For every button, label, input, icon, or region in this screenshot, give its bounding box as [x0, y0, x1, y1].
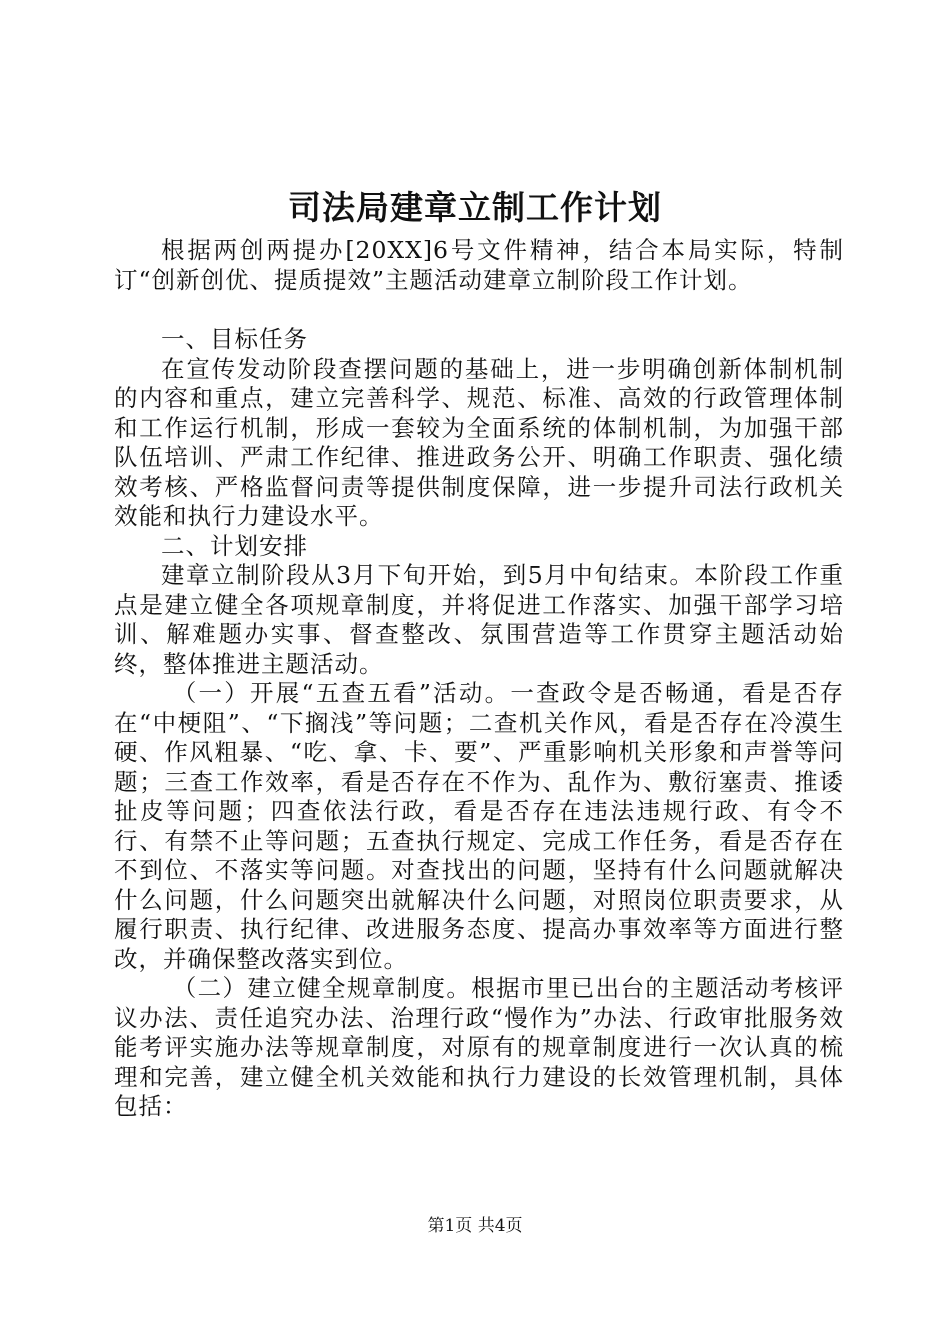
section-heading-plan: 二、计划安排 — [161, 531, 308, 560]
document-body — [114, 236, 844, 1122]
intro-paragraph: 根据两创两提办[20XX]6号文件精神，结合本局实际，特制订“创新创优、提质提效”主题活动建章立制阶段工作计划。 — [114, 236, 844, 294]
section-heading-goals: 一、目标任务 — [161, 325, 308, 353]
page-number-footer: 第1页 共4页 — [427, 1216, 523, 1236]
goals-paragraph: 在宣传发动阶段查摆问题的基础上，进一步明确创新体制机制的内容和重点，建立完善科学、规范、标准、高效的行政管理体制和工作运行机制，形成一套较为全面系统的体制机制，为加强干部队伍培训、严肃工作纪律、推进政务公开、明确工作职责、强化绩效考核、严格监督问责等提供制度保障，进一步提升司法行政机关效能和执行力建设水平。 — [114, 354, 844, 530]
plan-item-1-paragraph: （一）开展“五查五看”活动。一查政令是否畅通，看是否存在“中梗阻”、“下搁浅”等问题；二查机关作风，看是否存在冷漠生硬、作风粗暴、“吃、拿、卡、要”、严重影响机关形象和声誉等问题；三查工作效率，看是否存在不作为、乱作为、敷衍塞责、推诿扯皮等问题；四查依法行政，看是否存在违法违规行政、有令不行、有禁不止等问题；五查执行规定、完成工作任务，看是否存在不到位、不落实等问题。对查找出的问题，坚持有什么问题就解决什么问题，什么问题突出就解决什么问题，对照岗位职责要求，从履行职责、执行纪律、改进服务态度、提高办事效率等方面进行整改，并确保整改落实到位。 — [114, 679, 844, 973]
document-title: 司法局建章立制工作计划 — [288, 188, 662, 227]
plan-paragraph: 建章立制阶段从3月下旬开始，到5月中旬结束。本阶段工作重点是建立健全各项规章制度，并将促进工作落实、加强干部学习培训、解难题办实事、督查整改、氛围营造等工作贯穿主题活动始终，整体推进主题活动。 — [114, 561, 844, 678]
plan-item-2-paragraph: （二）建立健全规章制度。根据市里已出台的主题活动考核评议办法、责任追究办法、治理行政“慢作为”办法、行政审批服务效能考评实施办法等规章制度，对原有的规章制度进行一次认真的梳理和完善，建立健全机关效能和执行力建设的长效管理机制，具体包括： — [114, 974, 844, 1120]
